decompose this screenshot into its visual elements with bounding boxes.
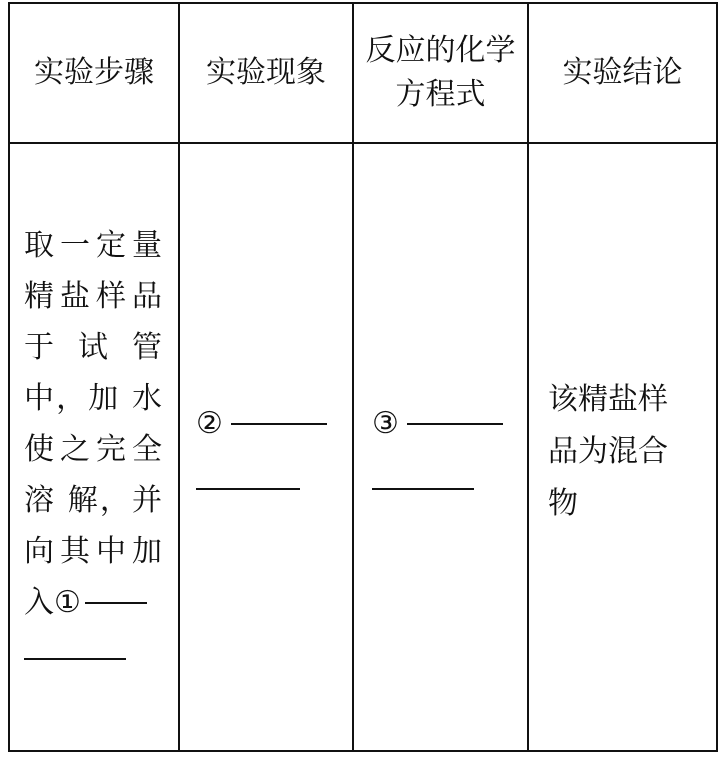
header-phenomenon-label: 实验现象 — [206, 55, 326, 90]
phenomenon-cell — [196, 402, 346, 494]
answer-blank-3 — [407, 423, 503, 425]
header-cell-phenomenon — [180, 4, 352, 142]
header-cell-step — [10, 4, 178, 142]
conclusion-line: 该精盐样 — [548, 382, 668, 417]
header-conclusion-label: 实验结论 — [562, 55, 683, 90]
phenomenon-first-line — [196, 402, 346, 446]
answer-blank-1-continued — [24, 628, 162, 668]
answer-blank-line — [196, 488, 300, 490]
step-line: 精盐样品 — [24, 279, 162, 314]
step-line: 取一定量 — [24, 228, 162, 263]
experiment-table — [8, 2, 718, 752]
step-line: 向其中加 — [24, 534, 162, 569]
blank-marker-3: ③ — [372, 406, 399, 441]
answer-blank-2 — [231, 423, 327, 425]
equation-first-line — [372, 402, 522, 446]
step-line: 中，加 水 — [24, 381, 162, 416]
answer-blank-3-continued — [372, 446, 522, 494]
header-cell-equation — [354, 4, 527, 142]
conclusion-cell — [548, 374, 698, 530]
answer-blank-1 — [85, 602, 147, 604]
conclusion-line: 物 — [548, 486, 578, 521]
step-last-line — [24, 577, 162, 628]
answer-blank-line — [372, 488, 474, 490]
header-divider — [10, 142, 716, 144]
answer-blank-line — [24, 658, 126, 660]
answer-blank-2-continued — [196, 446, 346, 494]
step-line: 入 — [24, 585, 54, 620]
header-cell-conclusion — [529, 4, 716, 142]
blank-marker-1: ① — [54, 585, 81, 620]
step-line: 溶 解，并 — [24, 483, 162, 518]
header-equation-label-line2: 方程式 — [395, 77, 486, 112]
equation-cell — [372, 402, 522, 494]
step-line: 使之完全 — [24, 432, 162, 467]
header-equation-label-line1: 反应的化学 — [365, 33, 516, 68]
blank-marker-2: ② — [196, 406, 223, 441]
step-cell — [24, 220, 162, 668]
header-step-label: 实验步骤 — [34, 55, 154, 90]
conclusion-line: 品为混合 — [548, 434, 668, 469]
step-line: 于 试 管 — [24, 330, 162, 365]
